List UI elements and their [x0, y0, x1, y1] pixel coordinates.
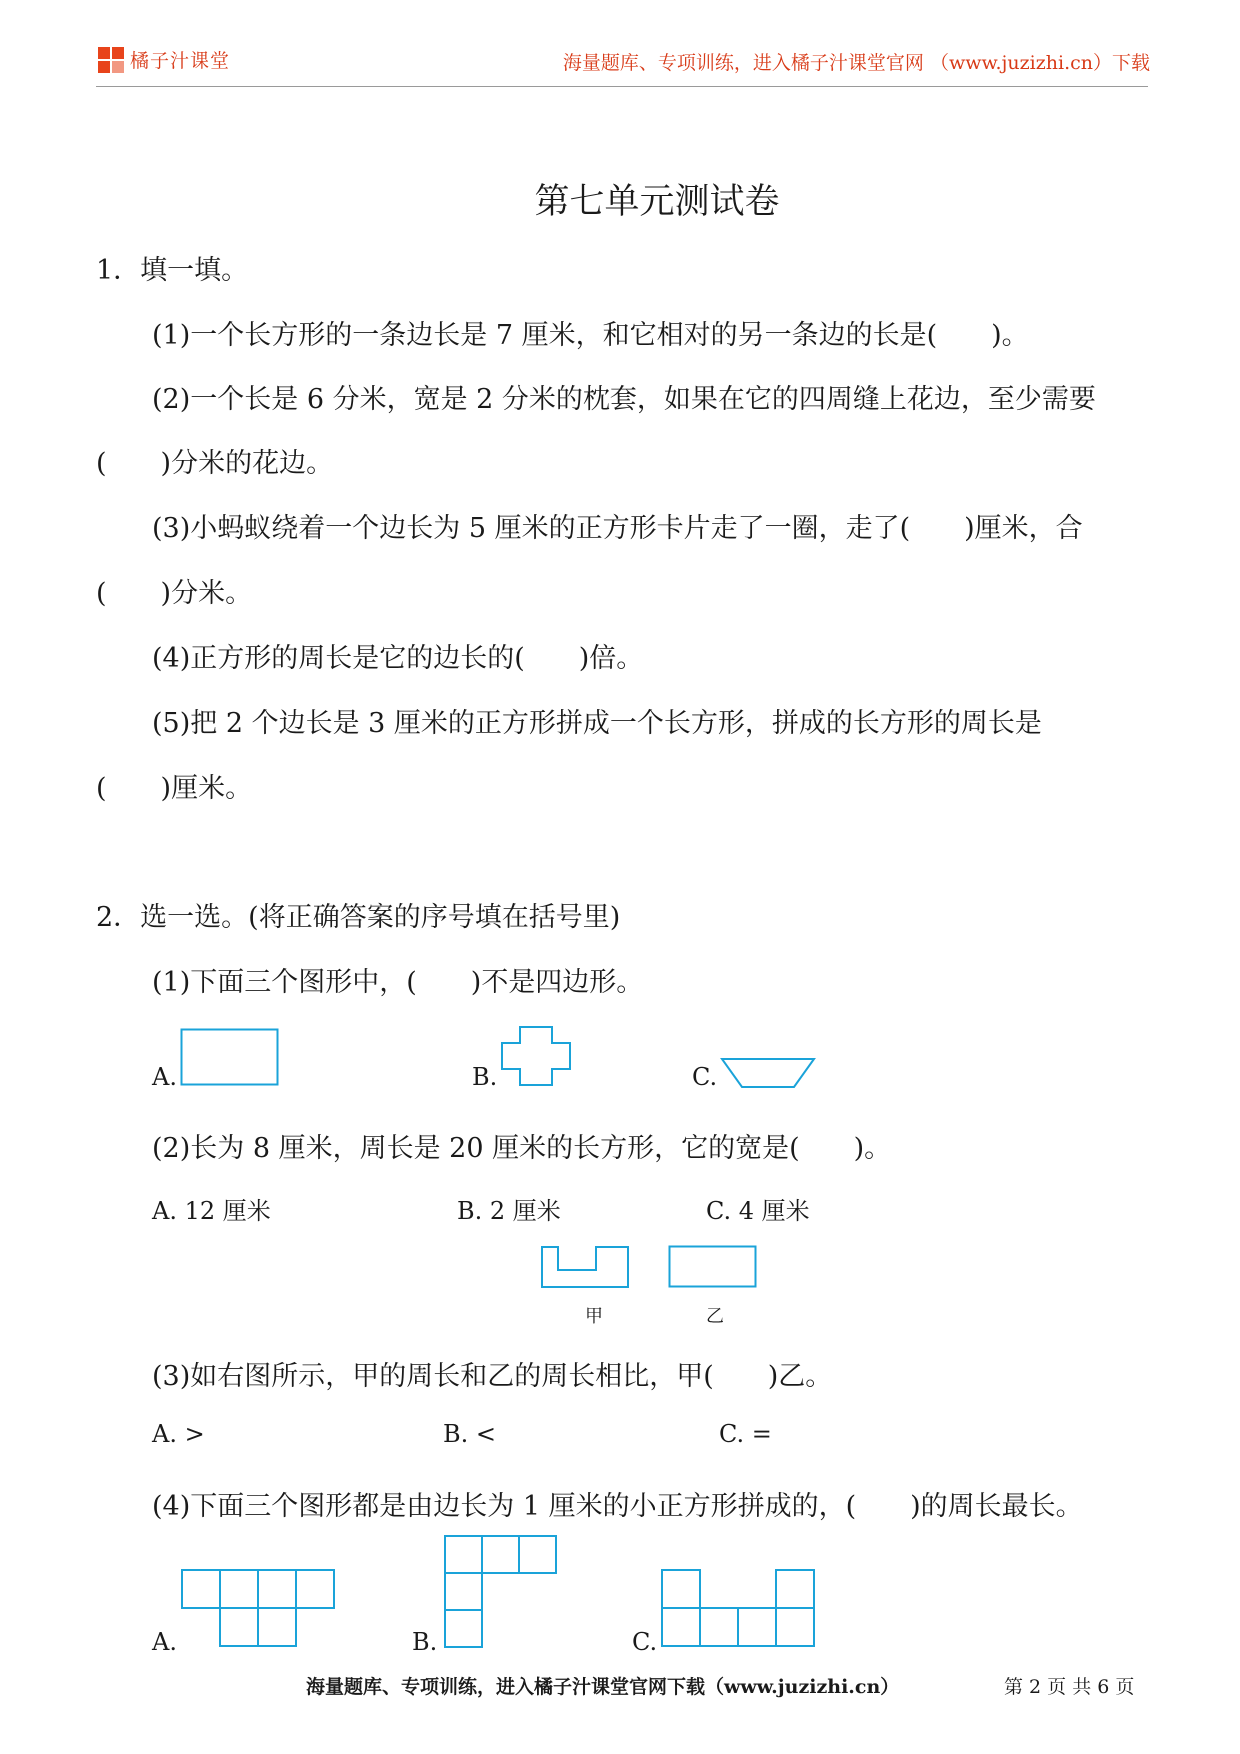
cross-figure — [500, 1025, 572, 1087]
q2-3-option-c: C. = — [719, 1420, 772, 1448]
q2-3-option-b: B. < — [443, 1420, 497, 1448]
q2-1-option-b: B. — [472, 1063, 498, 1091]
q2-item-1: (1)下面三个图形中，( )不是四边形。 — [152, 967, 644, 998]
q2-1-option-c: C. — [692, 1063, 718, 1091]
q2-2-option-c: C. 4 厘米 — [706, 1197, 810, 1225]
trapezoid-figure — [720, 1057, 816, 1089]
q2-item-4: (4)下面三个图形都是由边长为 1 厘米的小正方形拼成的，( )的周长最长。 — [152, 1491, 1083, 1522]
grid-figure-c — [660, 1568, 816, 1648]
header-logo — [98, 46, 230, 73]
q1-heading: 1．填一填。 — [96, 255, 249, 286]
q2-2-option-a: A. 12 厘米 — [152, 1197, 271, 1225]
logo-text: 橘子汁课堂 — [130, 50, 231, 72]
q2-1-option-a: A. — [152, 1063, 177, 1091]
header-site-link[interactable]: 海量题库、专项训练，进入橘子汁课堂官网 （www.juzizhi.cn）下载 — [562, 52, 1150, 74]
q2-4-option-c: C. — [632, 1628, 658, 1656]
q1-item-5b: ( )厘米。 — [96, 773, 253, 804]
q1-item-3a: (3)小蚂蚁绕着一个边长为 5 厘米的正方形卡片走了一圈，走了( )厘米，合 — [152, 513, 1083, 544]
q2-4-option-b: B. — [412, 1628, 438, 1656]
logo-icon — [98, 47, 124, 73]
page-title: 第七单元测试卷 — [534, 182, 780, 222]
grid-figure-a — [180, 1568, 338, 1648]
q2-3-option-a: A. > — [152, 1420, 205, 1448]
q1-item-3b: ( )分米。 — [96, 578, 253, 609]
q2-item-2: (2)长为 8 厘米，周长是 20 厘米的长方形，它的宽是( )。 — [152, 1133, 892, 1164]
page-number: 第 2 页 共 6 页 — [1004, 1676, 1135, 1698]
q1-item-5a: (5)把 2 个边长是 3 厘米的正方形拼成一个长方形，拼成的长方形的周长是 — [152, 708, 1042, 739]
q2-4-option-a: A. — [152, 1628, 177, 1656]
q2-heading: 2．选一选。(将正确答案的序号填在括号里) — [96, 902, 621, 933]
jia-figure — [540, 1245, 630, 1289]
q1-item-2a: (2)一个长是 6 分米，宽是 2 分米的枕套，如果在它的四周缝上花边，至少需要 — [152, 384, 1096, 415]
header-divider — [96, 86, 1148, 87]
q1-item-1: (1)一个长方形的一条边长是 7 厘米，和它相对的另一条边的长是( )。 — [152, 320, 1029, 351]
footer-text[interactable]: 海量题库、专项训练，进入橘子汁课堂官网下载（www.juzizhi.cn） — [306, 1676, 900, 1698]
rectangle-figure — [180, 1028, 280, 1086]
q1-item-2b: ( )分米的花边。 — [96, 448, 334, 479]
yi-figure — [668, 1245, 758, 1289]
q1-item-4: (4)正方形的周长是它的边长的( )倍。 — [152, 643, 644, 674]
q2-item-3: (3)如右图所示，甲的周长和乙的周长相比，甲( )乙。 — [152, 1361, 833, 1392]
grid-figure-b — [443, 1534, 559, 1650]
jia-label: 甲 — [585, 1306, 603, 1327]
q2-2-option-b: B. 2 厘米 — [457, 1197, 561, 1225]
yi-label: 乙 — [706, 1306, 724, 1327]
